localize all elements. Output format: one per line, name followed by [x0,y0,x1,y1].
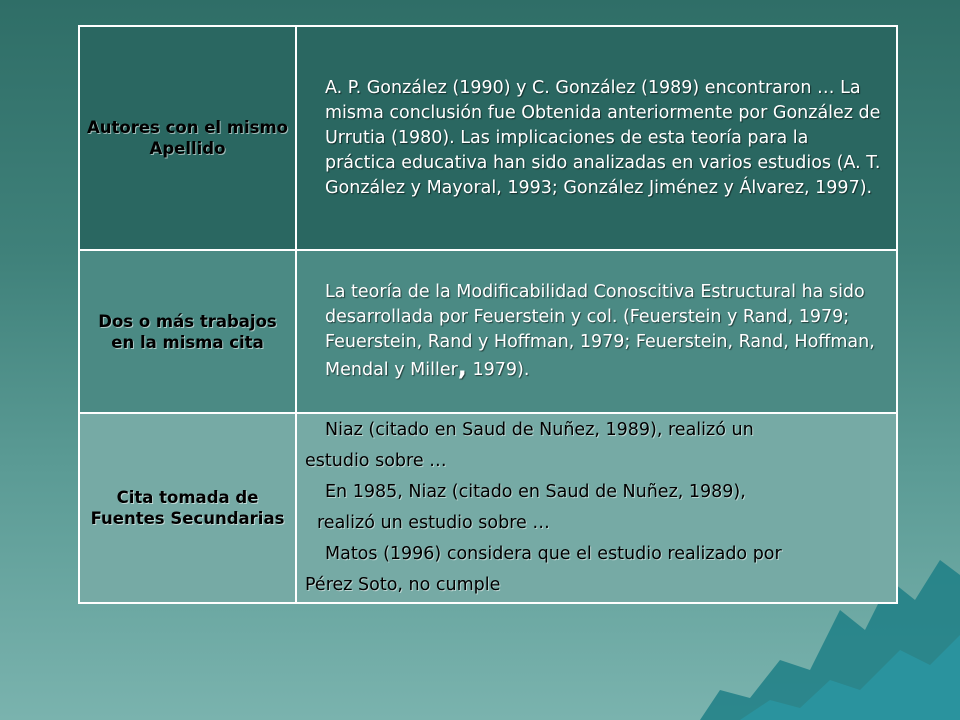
row-label: Autores con el mismo Apellido [79,26,296,250]
row-body-line: estudio sobre … [305,451,447,471]
row-body [296,26,897,250]
row-body-main: La teoría de la Modificabilidad Conoscitiva Estructural ha sido desarrollada por Feuerstein y col. (Feuerstein y Rand, 1979; Feuerstein, Rand y Hoffman, 1979; Feuerstein, Rand, Hoffman, Mendal y Miller [325,282,875,380]
table-row [79,26,897,250]
table-row [79,250,897,413]
row-body-line: realizó un estudio sobre … [317,513,550,533]
row-body-text [305,280,882,383]
row-body [296,250,897,413]
row-body-line: Matos (1996) considera que el estudio realizado por [325,544,782,564]
row-body-end: 1979). [466,360,530,380]
row-body-line: Pérez Soto, no cumple [305,575,501,595]
row-body-text: A. P. González (1990) y C. González (1989) encontraron … La misma conclusión fue Obtenida anteriormente por González de Urrutia (1980). Las implicaciones de esta teoría para la práctica educativa han sido analizadas en varios estudios (A. T. González y Mayoral, 1993; González Jiménez y Álvarez, 1997). [325,77,881,198]
row-body [296,413,897,603]
row-label: Cita tomada de Fuentes Secundarias [79,413,296,603]
row-body-comma: , [457,353,467,381]
row-body-line: En 1985, Niaz (citado en Saud de Nuñez, 1989), [325,482,746,502]
row-label: Dos o más trabajos en la misma cita [79,250,296,413]
row-body-line: Niaz (citado en Saud de Nuñez, 1989), realizó un [325,420,754,440]
table-row [79,413,897,603]
citation-examples-table [78,25,898,604]
